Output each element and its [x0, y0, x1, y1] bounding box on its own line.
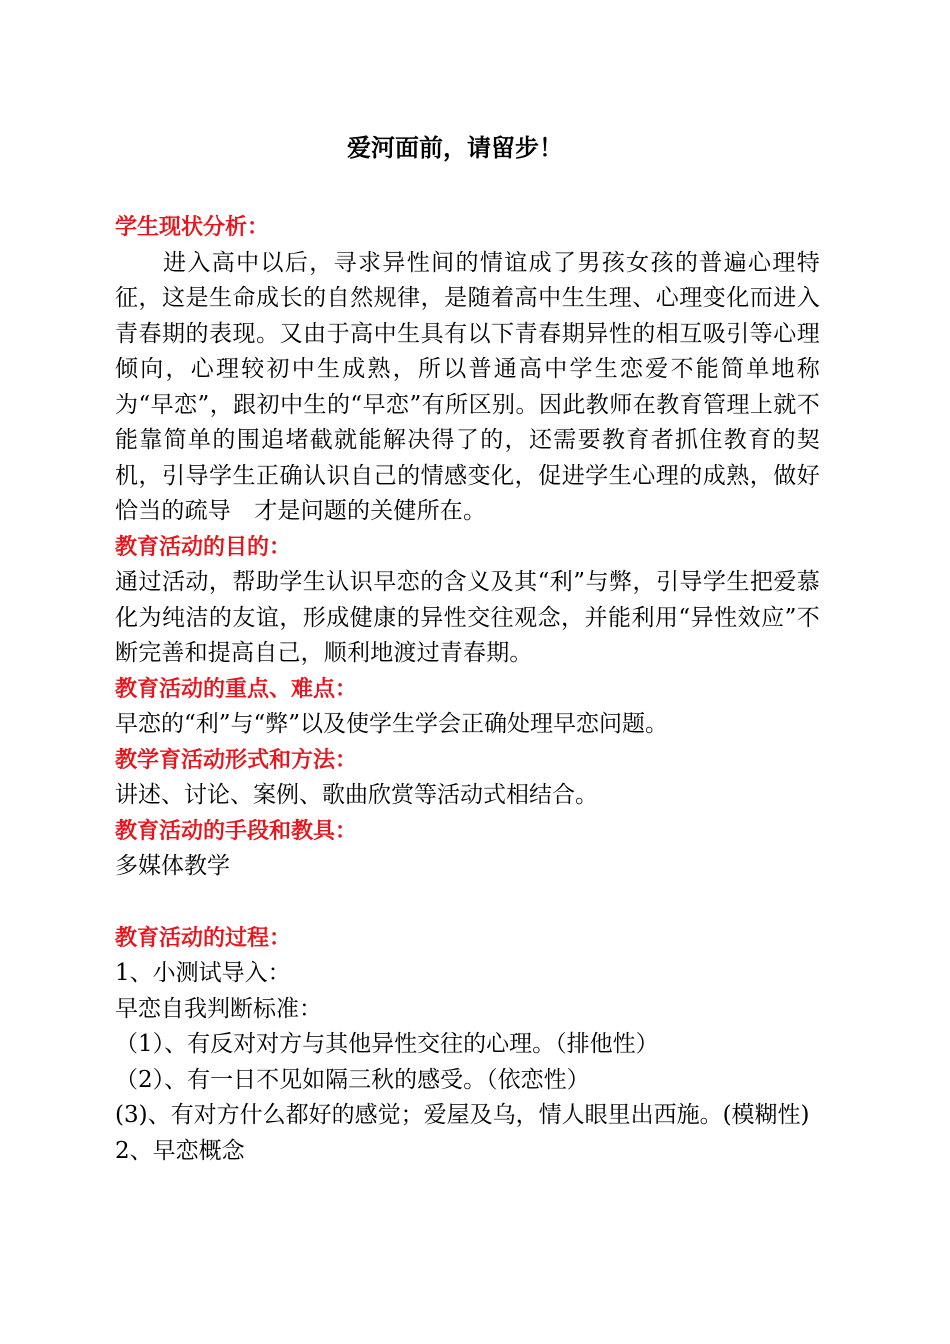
- blank-line: [115, 885, 820, 921]
- criteria-item-2: （2）、有一日不见如隔三秋的感受。（依恋性）: [115, 1066, 590, 1093]
- heading-activity-process: 教育活动的过程：: [115, 925, 292, 951]
- paragraph-key-points: 早恋的“利”与“弊”以及使学生学会正确处理早恋问题。: [115, 711, 669, 737]
- heading-activity-goal: 教育活动的目的：: [115, 534, 292, 560]
- paragraph-activity-goal: 通过活动，帮助学生认识早恋的含义及其“利”与弊，引导学生把爱慕化为纯洁的友谊，形成健康的异性交往观念，并能利用“异性效应”不断完善和提高自己，顺利地渡过青春期。: [115, 569, 820, 666]
- criteria-item-3: (3)、有对方什么都好的感觉；爱屋及乌，情人眼里出西施。(模糊性): [115, 1102, 810, 1128]
- paragraph-student-analysis: 进入高中以后，寻求异性间的情谊成了男孩女孩的普遍心理特征，这是生命成长的自然规律，是随着高中生生理、心理变化而进入青春期的表现。又由于高中生具有以下青春期异性的相互吸引等心理倾向，心理较初中生成熟，所以普通高中学生恋爱不能简单地称为“早恋”，跟初中生的“早恋”有所区别。因此教师在教育管理上就不能靠简单的围追堵截就能解决得了的，还需要教育者抓住教育的契机，引导学生正确认识自己的情感变化，促进学生心理的成熟，做好恰当的疏导 才是问题的关健所在。: [115, 249, 820, 524]
- process-step-2: 2、早恋概念: [115, 1137, 245, 1164]
- heading-student-analysis: 学生现状分析：: [115, 215, 270, 240]
- criteria-title: 早恋自我判断标准：: [115, 995, 322, 1022]
- document-body: [115, 210, 820, 1169]
- heading-key-points: 教育活动的重点、难点：: [115, 676, 358, 702]
- heading-activity-tools: 教育活动的手段和教具：: [115, 818, 358, 844]
- paragraph-activity-methods: 讲述、讨论、案例、歌曲欣赏等活动式相结合。: [115, 782, 598, 808]
- paragraph-activity-tools: 多媒体教学: [115, 853, 230, 879]
- criteria-item-1: （1）、有反对对方与其他异性交往的心理。（排他性）: [115, 1031, 659, 1057]
- document-title: 爱河面前，请留步！: [347, 134, 563, 162]
- process-step-1: 1、小测试导入：: [115, 960, 291, 986]
- heading-activity-methods: 教学育活动形式和方法：: [115, 747, 358, 773]
